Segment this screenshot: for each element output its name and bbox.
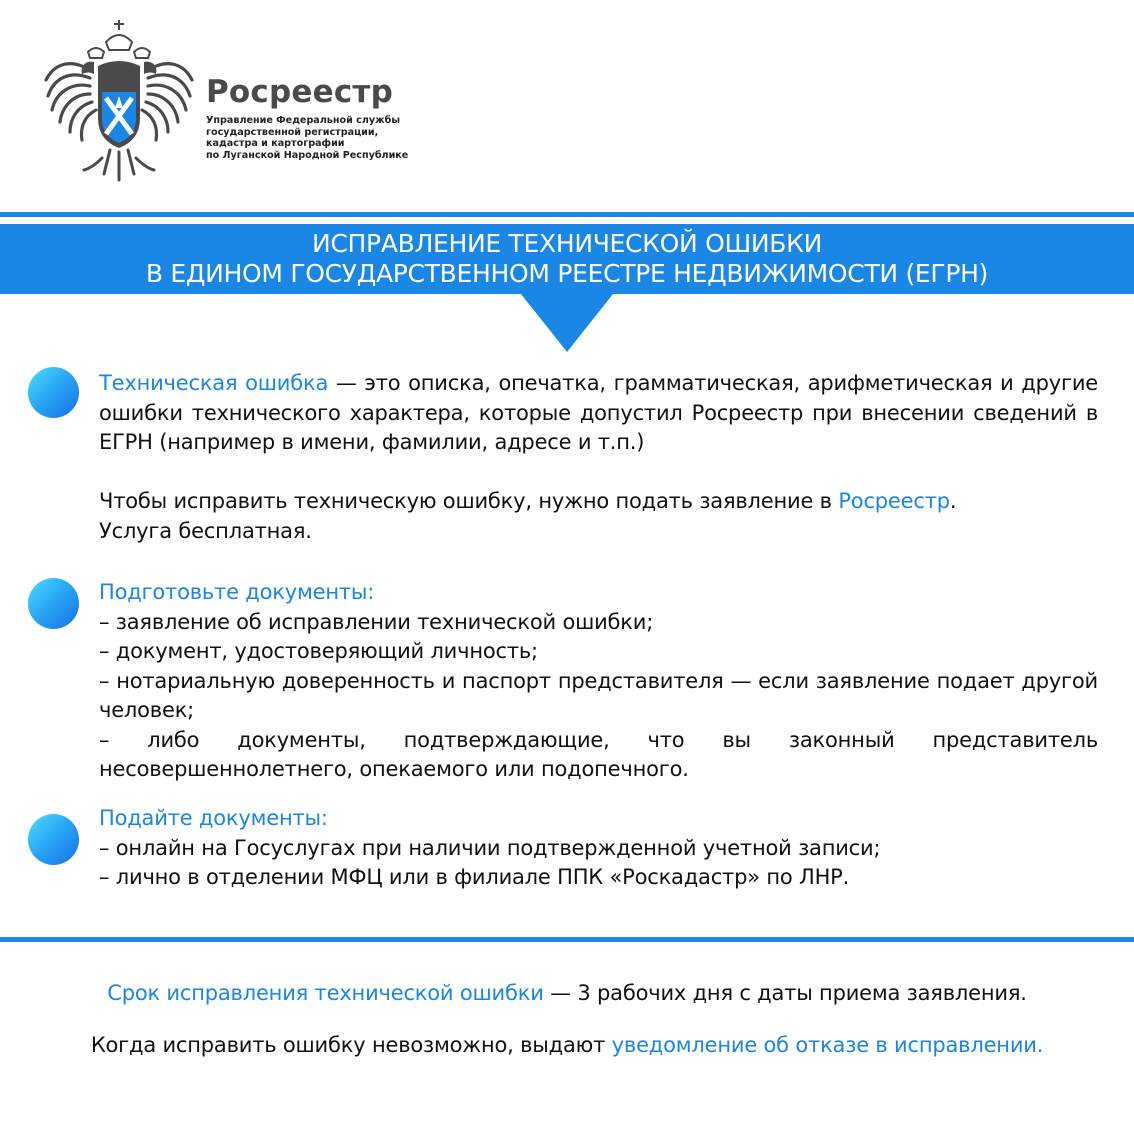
apply-text: Чтобы исправить техническую ошибку, нужно подать заявление в xyxy=(99,489,839,513)
bullet-dot xyxy=(28,814,79,865)
header xyxy=(40,18,500,193)
brand-subtitle-line: кадастра и картографии xyxy=(206,138,345,150)
deadline-note xyxy=(0,981,1134,1005)
brand-subtitle-line: по Луганской Народной Республике xyxy=(206,149,409,161)
brand-subtitle-line: Управление Федеральной службы xyxy=(206,115,401,126)
bullet-dot xyxy=(28,367,79,418)
documents-heading: Подготовьте документы: xyxy=(99,580,375,604)
list-item: – онлайн на Госуслугах при наличии подтвержденной учетной записи; xyxy=(99,835,881,860)
definition-paragraph xyxy=(99,369,1098,458)
term-highlight: Техническая ошибка xyxy=(99,371,329,395)
list-item: – заявление об исправлении технической ошибки; xyxy=(99,609,654,634)
brand-name: Росреестр xyxy=(206,74,393,110)
bullet-dot xyxy=(28,578,79,629)
title-top-rule xyxy=(0,212,1134,217)
section-divider xyxy=(0,937,1134,942)
list-item: – нотариальную доверенность и паспорт представителя — если заявление подает другой человек; xyxy=(99,668,1098,722)
free-note: Услуга бесплатная. xyxy=(99,518,312,543)
arrow-down-icon xyxy=(521,294,613,352)
apply-paragraph xyxy=(99,487,1098,546)
deadline-highlight: Срок исправления технической ошибки xyxy=(107,981,544,1005)
definition-text: — это описка, опечатка, грамматическая, арифметическая и другие ошибки технического характера, которые допустил Росреестр при внесении сведений в ЕГРН (например в имени, фамилии, адресе и т.п.) xyxy=(99,371,1099,454)
refusal-highlight: уведомление об отказе в исправлении. xyxy=(611,1033,1044,1057)
brand-subtitle xyxy=(206,115,466,161)
refusal-text: Когда исправить ошибку невозможно, выдают xyxy=(90,1033,612,1057)
refusal-note xyxy=(0,1033,1134,1057)
submit-heading: Подайте документы: xyxy=(99,806,328,830)
list-item: – документ, удостоверяющий личность; xyxy=(99,639,538,663)
page-title-line: ИСПРАВЛЕНИЕ ТЕХНИЧЕСКОЙ ОШИБКИ xyxy=(312,229,822,258)
page-title-line: В ЕДИНОМ ГОСУДАРСТВЕННОМ РЕЕСТРЕ НЕДВИЖИМОСТИ (ЕГРН) xyxy=(145,259,989,288)
apply-text-end: . xyxy=(949,489,957,513)
deadline-text: — 3 рабочих дня с даты приема заявления. xyxy=(543,981,1027,1005)
documents-list xyxy=(99,578,1098,785)
list-item: – лично в отделении МФЦ или в филиале ППК «Роскадастр» по ЛНР. xyxy=(99,865,850,889)
submit-list xyxy=(99,804,1098,893)
brand-subtitle-line: государственной регистрации, xyxy=(206,126,379,138)
rosreestr-highlight: Росреестр xyxy=(838,489,950,513)
page-title xyxy=(0,229,1134,289)
rosreestr-emblem-icon xyxy=(40,18,198,188)
list-item: – либо документы, подтверждающие, что вы законный представитель несовершеннолетнего, опекаемого или подопечного. xyxy=(99,727,1098,781)
